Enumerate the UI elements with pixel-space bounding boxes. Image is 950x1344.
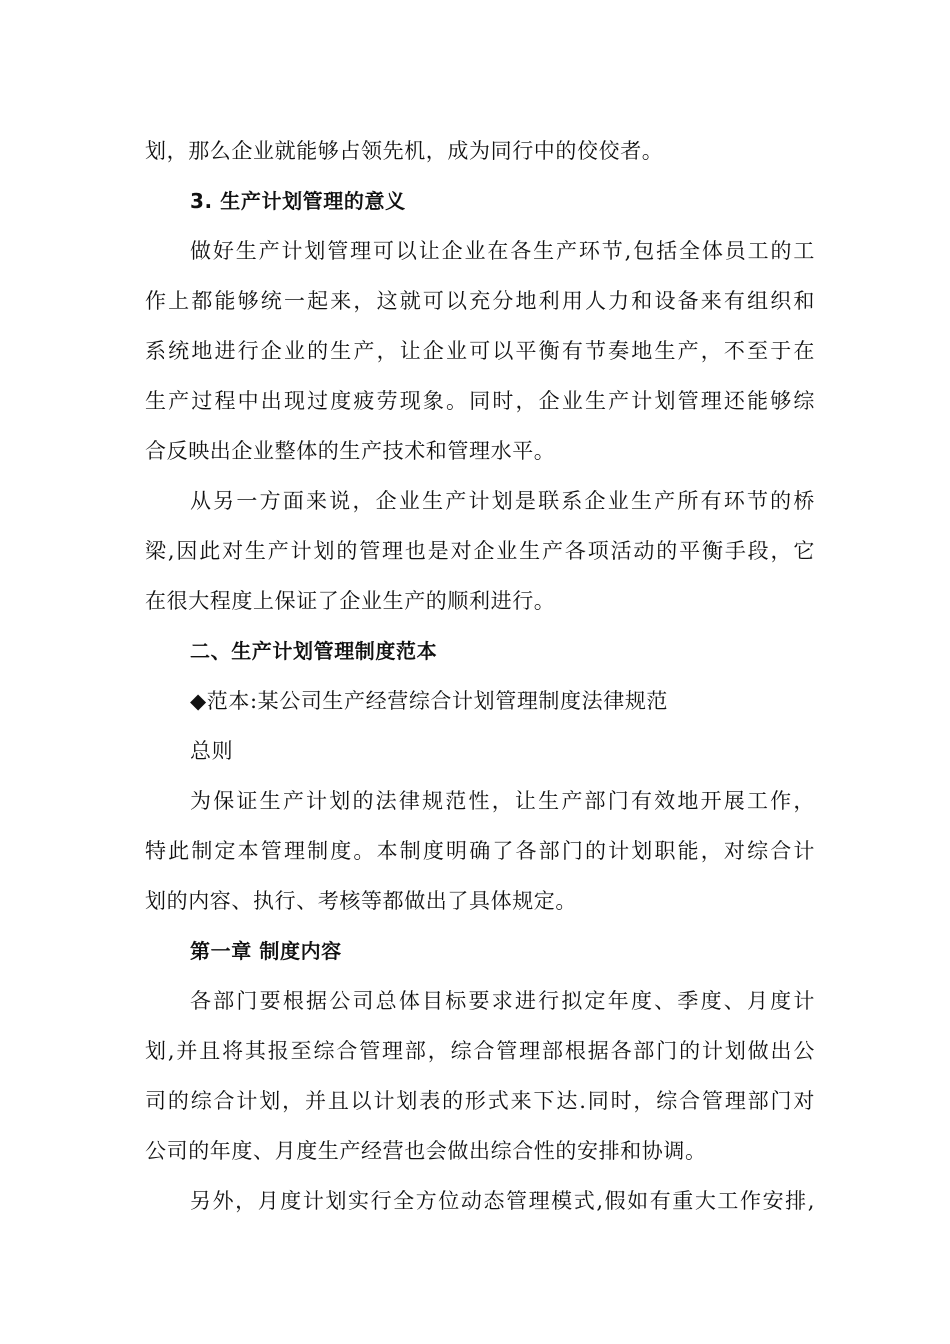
paragraph-line: 划，那么企业就能够占领先机，成为同行中的佼佼者。 <box>145 139 664 163</box>
paragraph-line: 系统地进行企业的生产，让企业可以平衡有节奏地生产，不至于在 <box>145 339 815 363</box>
paragraph-line: 在很大程度上保证了企业生产的顺利进行。 <box>145 589 556 613</box>
paragraph-line: 各部门要根据公司总体目标要求进行拟定年度、季度、月度计 <box>190 989 815 1013</box>
section-heading: 二、生产计划管理制度范本 <box>190 639 438 663</box>
paragraph-line: 公司的年度、月度生产经营也会做出综合性的安排和协调。 <box>145 1139 707 1163</box>
section-heading: 3. 生产计划管理的意义 <box>190 189 406 213</box>
paragraph-line: 特此制定本管理制度。本制度明确了各部门的计划职能，对综合计 <box>145 839 815 863</box>
paragraph-line: 作上都能够统一起来，这就可以充分地利用人力和设备来有组织和 <box>145 289 815 313</box>
paragraph-line: 划的内容、执行、考核等都做出了具体规定。 <box>145 889 577 913</box>
paragraph-line: 做好生产计划管理可以让企业在各生产环节,包括全体员工的工 <box>190 239 815 263</box>
chapter-heading: 第一章 制度内容 <box>190 939 342 963</box>
paragraph-line: 生产过程中出现过度疲劳现象。同时，企业生产计划管理还能够综 <box>145 389 815 413</box>
paragraph-line: 为保证生产计划的法律规范性，让生产部门有效地开展工作， <box>190 789 815 813</box>
paragraph-line: 从另一方面来说，企业生产计划是联系企业生产所有环节的桥 <box>190 489 815 513</box>
paragraph-line: 合反映出企业整体的生产技术和管理水平。 <box>145 439 556 463</box>
paragraph-line: 划,并且将其报至综合管理部，综合管理部根据各部门的计划做出公 <box>145 1039 815 1063</box>
paragraph-line: 梁,因此对生产计划的管理也是对企业生产各项活动的平衡手段，它 <box>145 539 815 563</box>
general-provisions-label: 总则 <box>190 739 234 763</box>
template-title: ◆范本:某公司生产经营综合计划管理制度法律规范 <box>190 689 669 713</box>
paragraph-line: 另外，月度计划实行全方位动态管理模式,假如有重大工作安排, <box>190 1189 815 1213</box>
paragraph-line: 司的综合计划，并且以计划表的形式来下达.同时，综合管理部门对 <box>145 1089 815 1113</box>
